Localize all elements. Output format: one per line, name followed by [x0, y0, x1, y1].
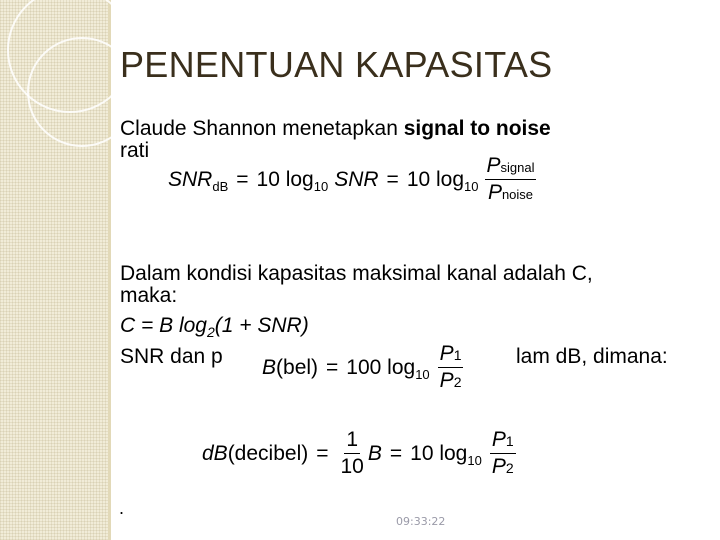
condition-line-2: maka:	[120, 284, 178, 307]
snr-den: P	[487, 181, 502, 204]
decibel-num: P	[491, 428, 506, 451]
decibel-eq-2: =	[389, 441, 403, 465]
capacity-eq: =	[135, 314, 160, 337]
snr-db-line-right: lam dB, dimana:	[516, 345, 668, 368]
intro-line	[120, 118, 551, 140]
snr-num: P	[486, 154, 501, 177]
snr-lhs: SNR	[168, 167, 213, 191]
decibel-b: B	[367, 441, 382, 465]
bel-fraction	[438, 342, 464, 393]
bel-eq: =	[326, 355, 339, 379]
snr-eq-2: =	[386, 167, 399, 191]
snr-db-line-left: SNR dan p	[120, 345, 223, 368]
decibel-log-base: 10	[467, 453, 482, 468]
slide-time: 09:33:22	[396, 515, 446, 528]
slide-title: PENENTUAN KAPASITAS	[120, 44, 553, 85]
bel-coef: 100 log	[346, 355, 416, 379]
snr-fraction	[485, 154, 537, 205]
snr-log-2: 10 log	[406, 167, 465, 191]
decibel-coef: 10 log	[410, 441, 468, 465]
decibel-fraction-1	[339, 428, 366, 479]
capacity-b: B log	[159, 314, 207, 337]
snr-eq-1: =	[236, 167, 249, 191]
bel-num-sub: 1	[453, 347, 462, 363]
capacity-rest: (1 + SNR)	[214, 314, 309, 337]
snr-num-sub: signal	[500, 160, 535, 175]
intro-text: Claude Shannon menetapkan	[120, 117, 404, 140]
decibel-ten: 10	[340, 455, 364, 478]
decibel-num-sub: 1	[505, 433, 514, 449]
bel-lhs: B	[262, 355, 277, 379]
snr-equation	[168, 154, 538, 205]
capacity-formula	[120, 315, 309, 338]
snr-den-sub: noise	[501, 187, 534, 202]
decibel-equation	[202, 428, 518, 479]
bel-equation	[258, 342, 469, 393]
snr-log-base-1: 10	[313, 179, 329, 194]
bel-den: P	[439, 369, 454, 392]
condition-line: Dalam kondisi kapasitas maksimal kanal adalah C,	[120, 262, 593, 285]
intro-line-2: rati	[120, 139, 150, 162]
decibel-eq-1: =	[316, 441, 329, 465]
bel-log-base: 10	[415, 367, 430, 382]
intro-bold: signal to noise	[403, 117, 551, 140]
bel-den-sub: 2	[453, 374, 462, 390]
decibel-den: P	[491, 455, 506, 478]
decibel-lhs-paren: (decibel)	[227, 441, 309, 465]
snr-lhs-sub: dB	[212, 179, 229, 194]
capacity-base: 2	[206, 324, 215, 340]
bel-num: P	[439, 342, 454, 365]
decibel-one: 1	[344, 428, 360, 454]
decibel-lhs: dB	[202, 441, 228, 465]
snr-var: SNR	[334, 167, 379, 191]
bullet-dot: .	[119, 498, 125, 518]
snr-log-base-2: 10	[464, 179, 479, 194]
decibel-fraction-2	[490, 428, 516, 479]
snr-log-1: 10 log	[256, 167, 314, 191]
decibel-den-sub: 2	[505, 460, 514, 476]
bel-lhs-paren: (bel)	[276, 355, 319, 379]
capacity-c: C	[120, 314, 136, 337]
